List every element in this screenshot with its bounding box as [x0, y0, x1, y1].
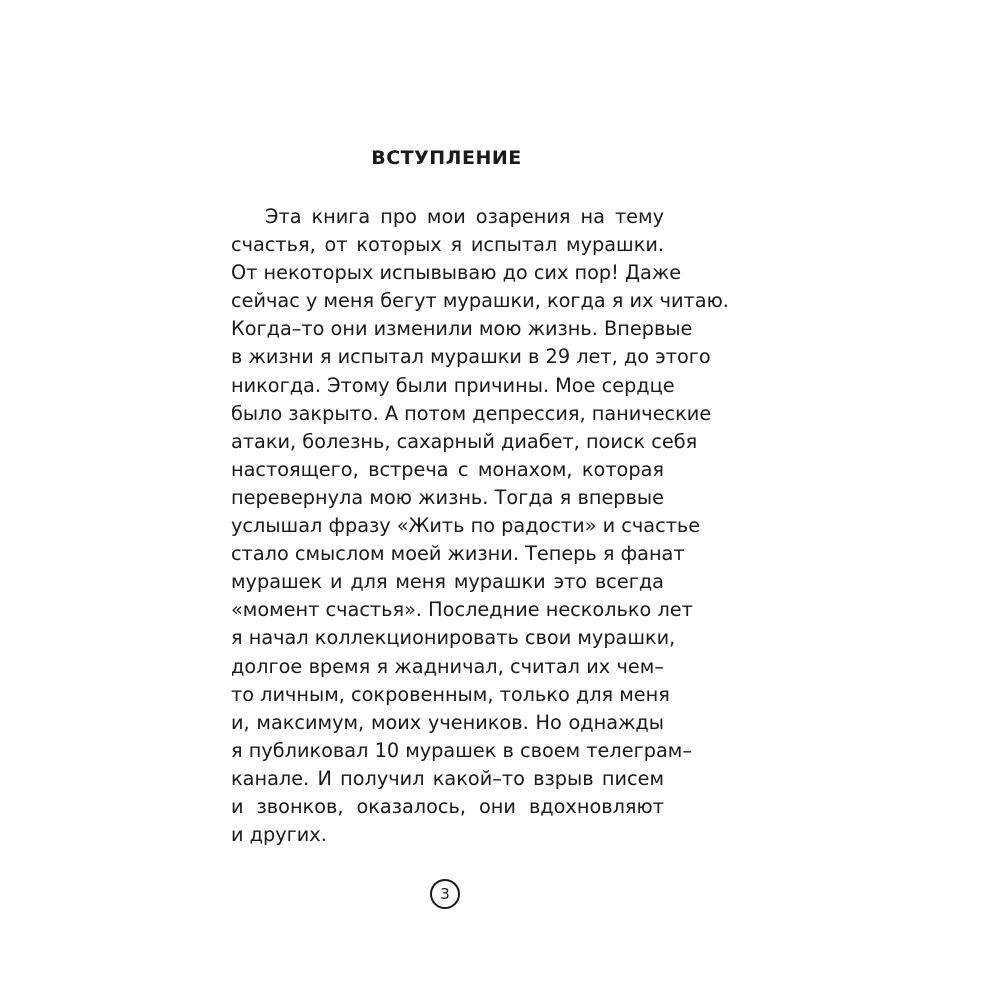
text-line: и других. [231, 823, 327, 847]
text-line: канале. И получил какой–то взрыв писем [231, 766, 664, 790]
text-line: мурашек и для меня мурашки это всегда [231, 570, 664, 594]
text-line: было закрыто. А потом депрессия, панические [231, 401, 712, 425]
text-line: я начал коллекционировать свои мурашки, [231, 626, 676, 650]
text-line: счастья, от которых я испытал мурашки. [231, 233, 664, 257]
text-line: и звонков, оказалось, они вдохновляют [231, 794, 664, 818]
text-line: услышал фразу «Жить по радости» и счастье [231, 514, 701, 538]
text-line: перевернула мою жизнь. Тогда я впервые [231, 485, 664, 509]
body-paragraph [231, 203, 729, 849]
text-line: сейчас у меня бегут мурашки, когда я их читаю. [231, 289, 729, 313]
text-line: атаки, болезнь, сахарный диабет, поиск себя [231, 429, 698, 453]
text-line: то личным, сокровенным, только для меня [231, 682, 670, 706]
text-line: Когда–то они изменили мою жизнь. Впервые [231, 317, 693, 341]
text-line: никогда. Этому были причины. Мое сердце [231, 373, 675, 397]
text-line: Эта книга про мои озарения на тему [265, 205, 664, 228]
page-number-badge [430, 879, 460, 909]
text-line: и, максимум, моих учеников. Но однажды [231, 710, 664, 734]
text-line: я публиковал 10 мурашек в своем телеграм– [231, 738, 692, 762]
text-line: долгое время я жадничал, считал их чем– [231, 654, 664, 678]
text-line: настоящего, встреча с монахом, которая [231, 457, 664, 481]
text-line: «момент счастья». Последние несколько лет [231, 598, 693, 622]
chapter-title: ВСТУПЛЕНИЕ [371, 147, 522, 169]
page-number: 3 [440, 885, 450, 903]
text-line: стало смыслом моей жизни. Теперь я фанат [231, 542, 685, 566]
text-line: От некоторых испывываю до сих пор! Даже [231, 261, 682, 285]
text-line: в жизни я испытал мурашки в 29 лет, до этого [231, 345, 711, 369]
